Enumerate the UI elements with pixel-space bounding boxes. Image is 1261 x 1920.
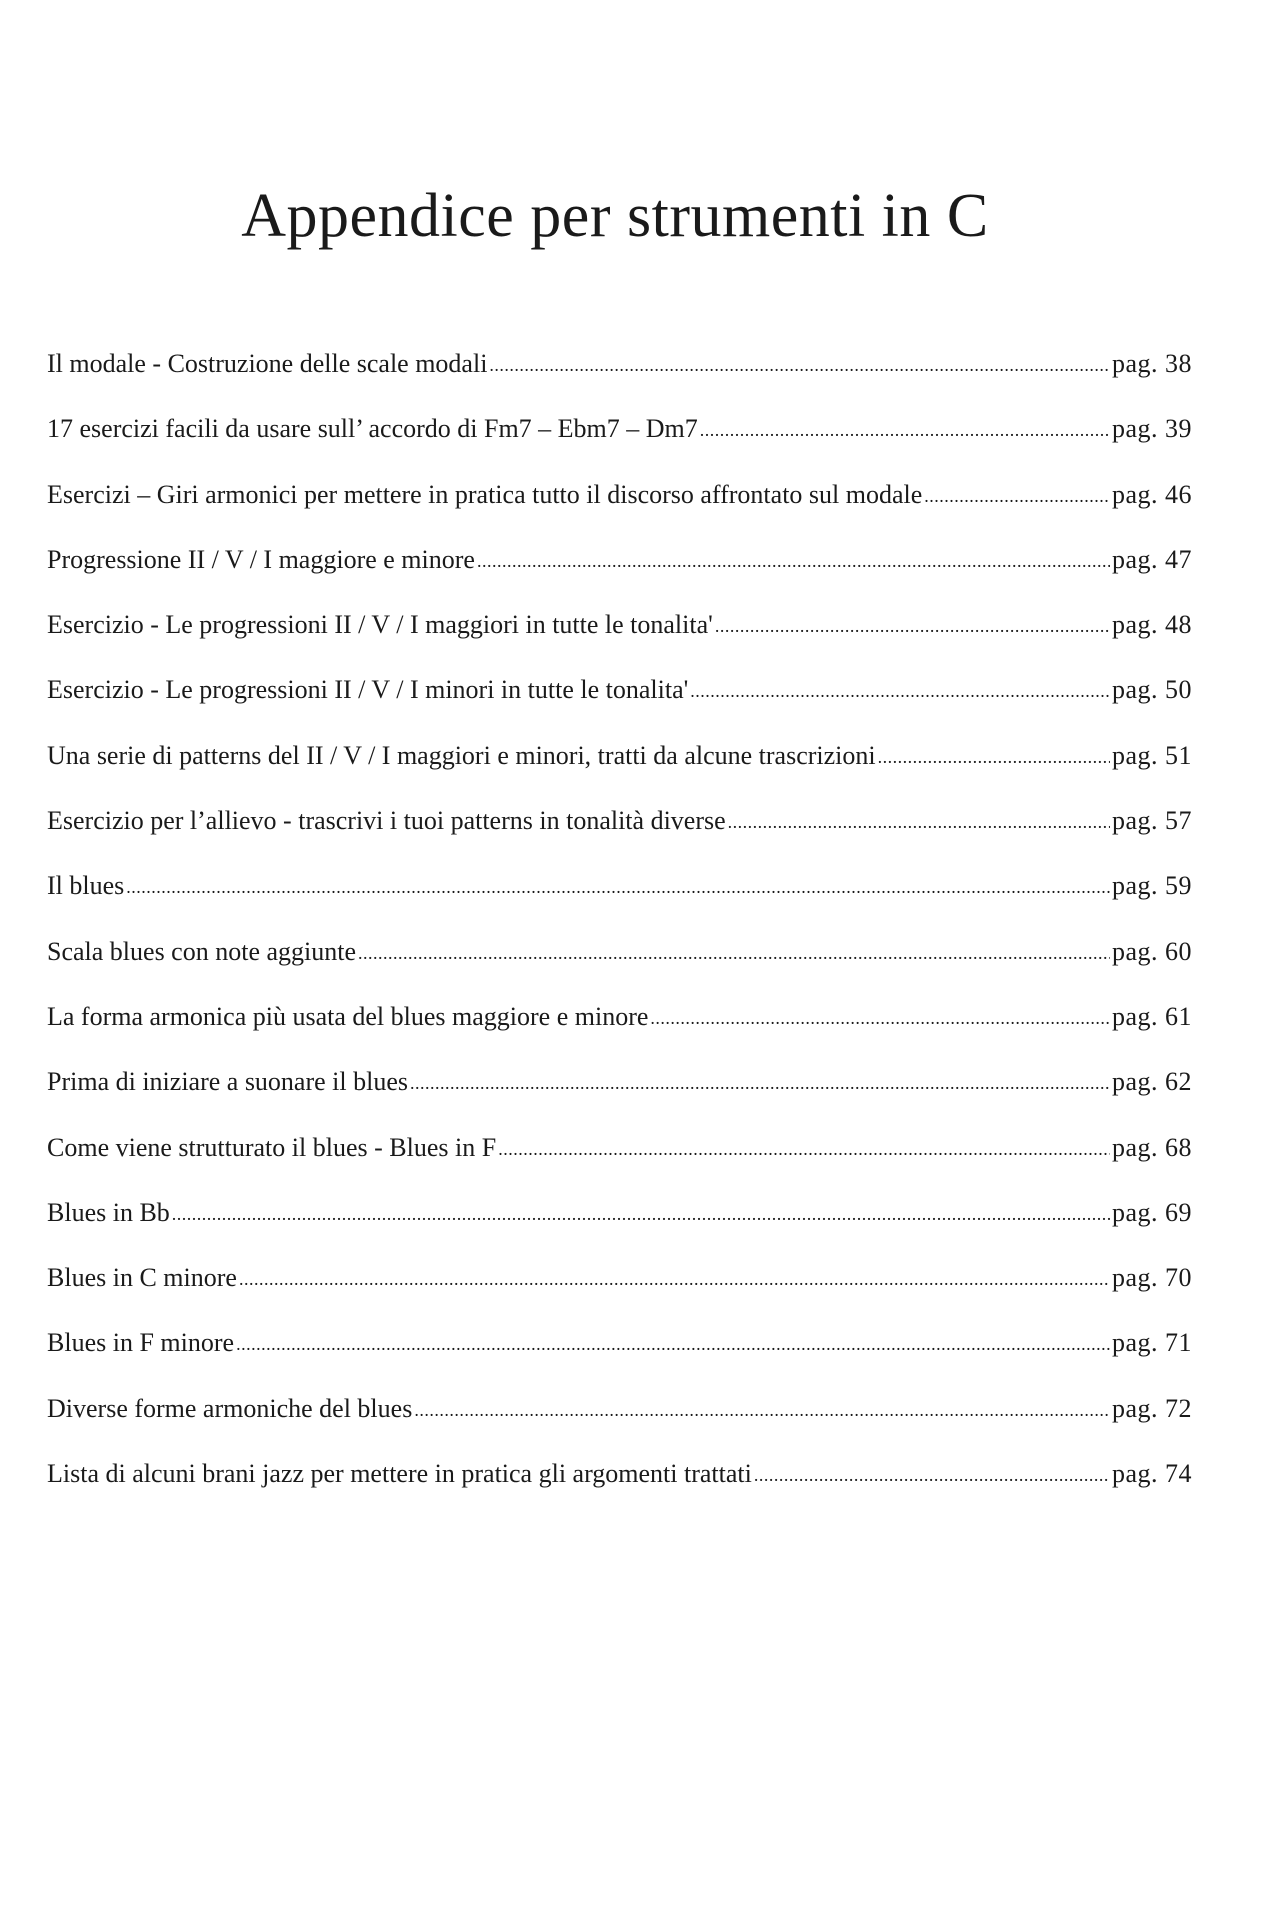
toc-leader-dots xyxy=(700,412,1110,443)
toc-leader-dots xyxy=(498,1131,1110,1162)
toc-entry-label: 17 esercizi facili da usare sull’ accordo di Fm7 – Ebm7 – Dm7 xyxy=(47,414,698,444)
toc-entry-label: Esercizi – Giri armonici per mettere in pratica tutto il discorso affrontato sul modale xyxy=(47,479,923,509)
toc-entry-page: pag. 38 xyxy=(1111,349,1192,378)
toc-entry-label: La forma armonica più usata del blues maggiore e minore xyxy=(47,1001,649,1031)
toc-leader-dots xyxy=(172,1196,1110,1227)
toc-entry-label: Blues in Bb xyxy=(47,1197,170,1227)
toc-entry-label: Esercizio - Le progressioni II / V / I minori in tutte le tonalita' xyxy=(47,675,689,705)
toc-entry xyxy=(47,479,1192,544)
toc-entry xyxy=(47,805,1192,870)
toc-entry xyxy=(47,348,1192,413)
toc-entry-page: pag. 62 xyxy=(1111,1067,1192,1097)
toc-entry xyxy=(47,674,1192,739)
toc-entry-page: pag. 59 xyxy=(1111,871,1192,901)
toc-entry-label: Prima di iniziare a suonare il blues xyxy=(47,1067,409,1097)
toc-leader-dots xyxy=(358,935,1110,966)
toc-leader-dots xyxy=(236,1326,1110,1357)
toc-leader-dots xyxy=(754,1457,1110,1488)
toc-entry-page: pag. 70 xyxy=(1111,1263,1192,1293)
toc-leader-dots xyxy=(878,739,1110,770)
toc-entry xyxy=(47,1458,1192,1523)
toc-leader-dots xyxy=(650,1000,1110,1031)
toc-entry xyxy=(47,870,1192,935)
toc-entry-page: pag. 46 xyxy=(1111,479,1192,509)
toc-entry-label: Diverse forme armoniche del blues xyxy=(47,1393,413,1423)
toc-entry-page: pag. 48 xyxy=(1111,610,1192,640)
toc-leader-dots xyxy=(126,869,1110,900)
toc-entry xyxy=(47,1262,1192,1327)
toc-entry-page: pag. 39 xyxy=(1111,414,1192,444)
toc-entry xyxy=(47,1197,1192,1262)
toc-entry-label: Esercizio per l’allievo - trascrivi i tuoi patterns in tonalità diverse xyxy=(47,806,726,836)
toc-entry-page: pag. 47 xyxy=(1111,544,1192,574)
toc-entry-label: Blues in C minore xyxy=(47,1263,237,1293)
toc-entry xyxy=(47,609,1192,674)
toc-entry-label: Scala blues con note aggiunte xyxy=(47,936,357,966)
toc-entry-label: Esercizio - Le progressioni II / V / I maggiori in tutte le tonalita' xyxy=(47,610,713,640)
toc-entry-page: pag. 71 xyxy=(1111,1328,1192,1358)
page-title: Appendice per strumenti in C xyxy=(241,182,989,250)
toc-entry xyxy=(47,1393,1192,1458)
toc-leader-dots xyxy=(728,804,1110,835)
toc-entry-page: pag. 72 xyxy=(1111,1393,1192,1423)
toc-entry xyxy=(47,544,1192,609)
toc-entry-label: Progressione II / V / I maggiore e minore xyxy=(47,544,475,574)
toc-entry xyxy=(47,1066,1192,1131)
toc-leader-dots xyxy=(715,608,1110,639)
toc-entry-page: pag. 51 xyxy=(1111,740,1192,770)
toc-leader-dots xyxy=(924,478,1110,509)
toc-leader-dots xyxy=(414,1392,1110,1423)
toc-entry-label: Lista di alcuni brani jazz per mettere in pratica gli argomenti trattati xyxy=(47,1459,752,1489)
toc-leader-dots xyxy=(477,543,1110,574)
table-of-contents xyxy=(47,348,1192,1523)
toc-entry xyxy=(47,413,1192,478)
toc-leader-dots xyxy=(690,673,1110,704)
toc-entry-page: pag. 68 xyxy=(1111,1132,1192,1162)
toc-entry-label: Il blues xyxy=(47,871,125,901)
toc-entry xyxy=(47,740,1192,805)
toc-leader-dots xyxy=(239,1261,1110,1292)
toc-entry-page: pag. 50 xyxy=(1111,675,1192,705)
toc-entry xyxy=(47,1132,1192,1197)
toc-leader-dots xyxy=(410,1065,1110,1096)
toc-entry-page: pag. 60 xyxy=(1111,936,1192,966)
toc-entry xyxy=(47,936,1192,1001)
toc-entry-page: pag. 69 xyxy=(1111,1197,1192,1227)
toc-entry-label: Come viene strutturato il blues - Blues in F xyxy=(47,1132,497,1162)
toc-entry xyxy=(47,1001,1192,1066)
toc-leader-dots xyxy=(489,347,1110,378)
toc-entry-label: Il modale - Costruzione delle scale modali xyxy=(47,349,488,378)
toc-entry xyxy=(47,1327,1192,1392)
toc-entry-label: Una serie di patterns del II / V / I maggiori e minori, tratti da alcune trascrizioni xyxy=(47,740,876,770)
toc-entry-page: pag. 61 xyxy=(1111,1001,1192,1031)
toc-entry-page: pag. 74 xyxy=(1111,1459,1192,1489)
toc-entry-page: pag. 57 xyxy=(1111,806,1192,836)
toc-entry-label: Blues in F minore xyxy=(47,1328,235,1358)
